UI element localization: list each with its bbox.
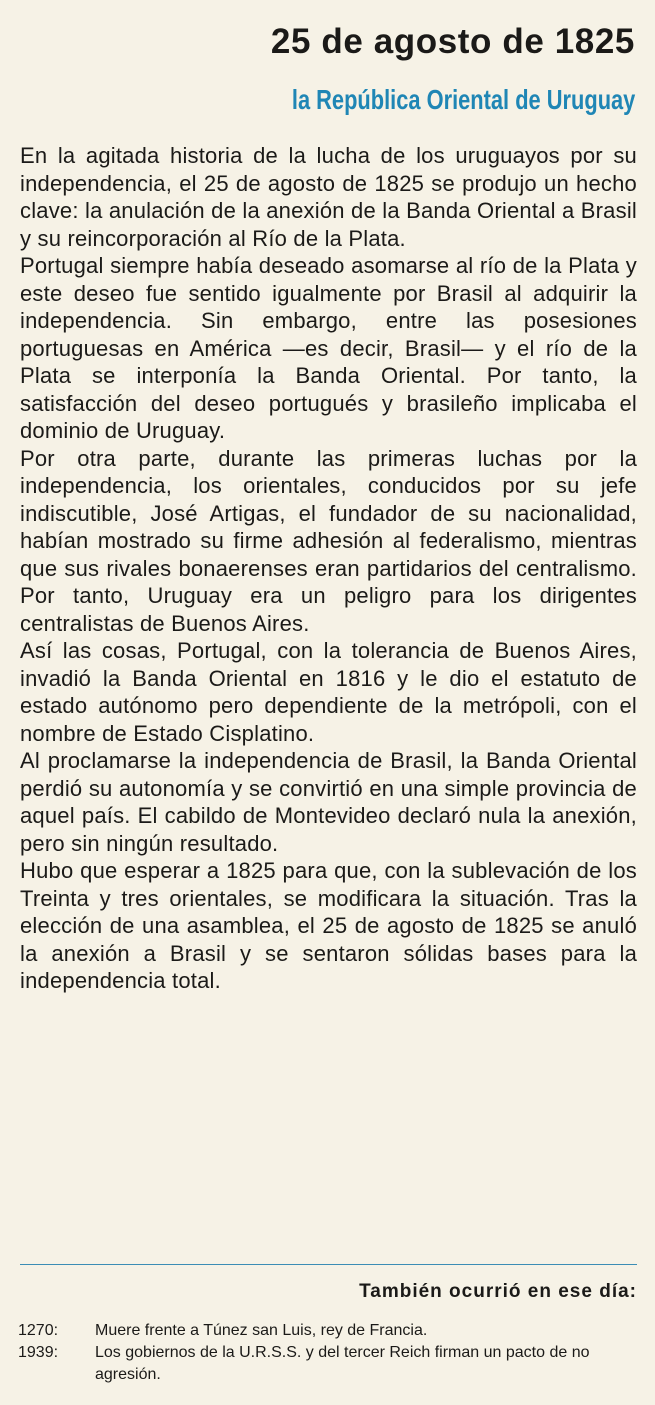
also-on-this-day-heading: También ocurrió en ese día: bbox=[359, 1281, 637, 1302]
paragraph: Portugal siempre había deseado asomarse al río de la Plata y este deseo fue sentido igualmente por Brasil al adquirir la independencia. Sin embargo, entre las posesiones portuguesas en América —es decir, Brasil— y el río de la Plata se interponía la Banda Oriental. Por tanto, la satisfacción del deseo portugués y brasileño implicaba el dominio de Uruguay. bbox=[20, 253, 637, 443]
event-year: 1939: bbox=[18, 1344, 59, 1361]
event-text: Los gobiernos de la U.R.S.S. y del tercer Reich firman un pacto de no agresión. bbox=[95, 1344, 590, 1383]
paragraph: Por otra parte, durante las primeras luchas por la independencia, los orientales, conducidos por su jefe indiscutible, José Artigas, el fundador de su nacionalidad, habían mostrado su firme adhesión al federalismo, mientras que sus rivales bonaerenses eran partidarios del centralismo. Por tanto, Uruguay era un peligro para los dirigentes centralistas de Buenos Aires. bbox=[20, 445, 637, 636]
event-item bbox=[18, 1342, 640, 1386]
paragraph: Así las cosas, Portugal, con la tolerancia de Buenos Aires, invadió la Banda Oriental en 1816 y le dio el estatuto de estado autónomo pero dependiente de la metrópoli, con el nombre de Estado Cisplatino. bbox=[20, 638, 637, 746]
section-divider bbox=[20, 1264, 637, 1265]
paragraph: Hubo que esperar a 1825 para que, con la sublevación de los Treinta y tres orientales, se modificara la situación. Tras la elección de una asamblea, el 25 de agosto de 1825 se anuló la anexión a Brasil y se sentaron sólidas bases para la independencia total. bbox=[20, 858, 637, 993]
page-title: 25 de agosto de 1825 bbox=[270, 22, 635, 61]
paragraph: En la agitada historia de la lucha de los uruguayos por su independencia, el 25 de agosto de 1825 se produjo un hecho clave: la anulación de la anexión de la Banda Oriental a Brasil y su reincorporación al Río de la Plata. bbox=[20, 143, 637, 251]
article-body bbox=[20, 142, 637, 995]
events-list bbox=[18, 1320, 640, 1386]
event-item bbox=[18, 1320, 640, 1342]
paragraph: Al proclamarse la independencia de Brasil, la Banda Oriental perdió su autonomía y se convirtió en una simple provincia de aquel país. El cabildo de Montevideo declaró nula la anexión, pero sin ningún resultado. bbox=[20, 748, 637, 856]
page-subtitle: la República Oriental de Uruguay bbox=[291, 84, 635, 115]
event-text: Muere frente a Túnez san Luis, rey de Francia. bbox=[95, 1322, 428, 1339]
event-year: 1270: bbox=[18, 1322, 59, 1339]
